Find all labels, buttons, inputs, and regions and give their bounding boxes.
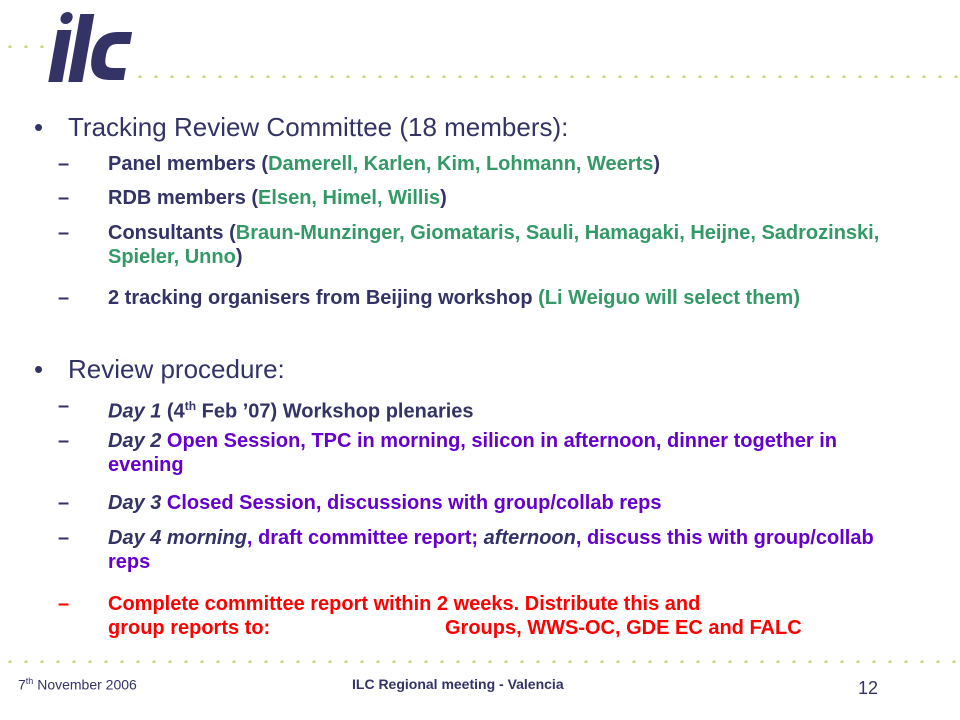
item-text: (4 (161, 400, 185, 423)
list-item (58, 491, 908, 515)
day-label: Day 3 (108, 492, 162, 514)
day-label: Day 1 (108, 400, 162, 423)
item-text: , draft committee report; (246, 527, 484, 549)
bullet-marker: • (34, 354, 44, 384)
dotted-rule-top (132, 75, 958, 78)
day-label: Day 2 (108, 430, 162, 452)
day-label: afternoon (483, 527, 576, 549)
item-text: Open Session, TPC in morning, silicon in afternoon, dinner together in evening (108, 430, 837, 476)
item-lead: 2 tracking organisers from Beijing workshop (108, 287, 539, 309)
dash-marker: – (58, 593, 70, 615)
dash-marker: – (58, 187, 70, 209)
item-lead: RDB members ( (108, 187, 259, 209)
dash-marker: – (58, 492, 70, 514)
item-close: ) (653, 153, 661, 175)
footer-date-day: 7 (18, 676, 26, 693)
bullet-marker: • (34, 112, 44, 142)
item-lead: Panel members ( (108, 153, 269, 175)
ordinal-suffix: th (25, 676, 34, 686)
list-item (58, 394, 908, 424)
list-item (58, 526, 908, 574)
item-names: Elsen, Himel, Willis (258, 187, 441, 209)
item-names: Braun-Munzinger, Giomataris, Sauli, Hamagaki, Heijne, Sadrozinski, Spieler, Unno (108, 222, 880, 268)
dash-marker: – (58, 395, 70, 417)
dash-marker: – (58, 153, 70, 175)
item-text: Feb ’07) Workshop plenaries (196, 400, 474, 423)
item-text: Complete committee report within 2 weeks. Distribute this and (108, 593, 701, 615)
list-item (58, 221, 908, 269)
item-text: Groups, WWS-OC, GDE EC and FALC (445, 617, 802, 639)
footer-title: ILC Regional meeting - Valencia (352, 676, 564, 692)
item-close: ) (235, 246, 243, 268)
bullet-text: Review procedure: (68, 354, 285, 384)
bullet-procedure (34, 354, 285, 385)
list-item (58, 152, 908, 176)
footer-date (18, 676, 137, 693)
item-lead: Consultants ( (108, 222, 236, 244)
page-number: 12 (858, 678, 879, 698)
item-text: Closed Session, discussions with group/collab reps (161, 492, 662, 514)
item-text: , discuss this with group/collab reps (108, 527, 874, 573)
list-item (58, 286, 908, 310)
list-item (58, 429, 908, 477)
list-item (58, 592, 908, 640)
dotted-rule-bottom (2, 660, 958, 663)
item-close: ) (440, 187, 447, 209)
item-text: group reports to: (108, 617, 271, 639)
dash-marker: – (58, 222, 70, 244)
ordinal-suffix: th (184, 399, 197, 413)
dash-marker: – (58, 430, 70, 452)
item-names: (Li Weiguo will select them) (538, 287, 800, 309)
bullet-text: Tracking Review Committee (18 members): (68, 112, 569, 142)
day-label: Day 4 morning (108, 527, 247, 549)
dash-marker: – (58, 287, 70, 309)
item-names: Damerell, Karlen, Kim, Lohmann, Weerts (268, 153, 654, 175)
footer-date-rest: November 2006 (33, 676, 137, 693)
bullet-committee (34, 112, 568, 143)
list-item (58, 186, 908, 210)
ilc-logo (44, 10, 134, 86)
dash-marker: – (58, 527, 70, 549)
